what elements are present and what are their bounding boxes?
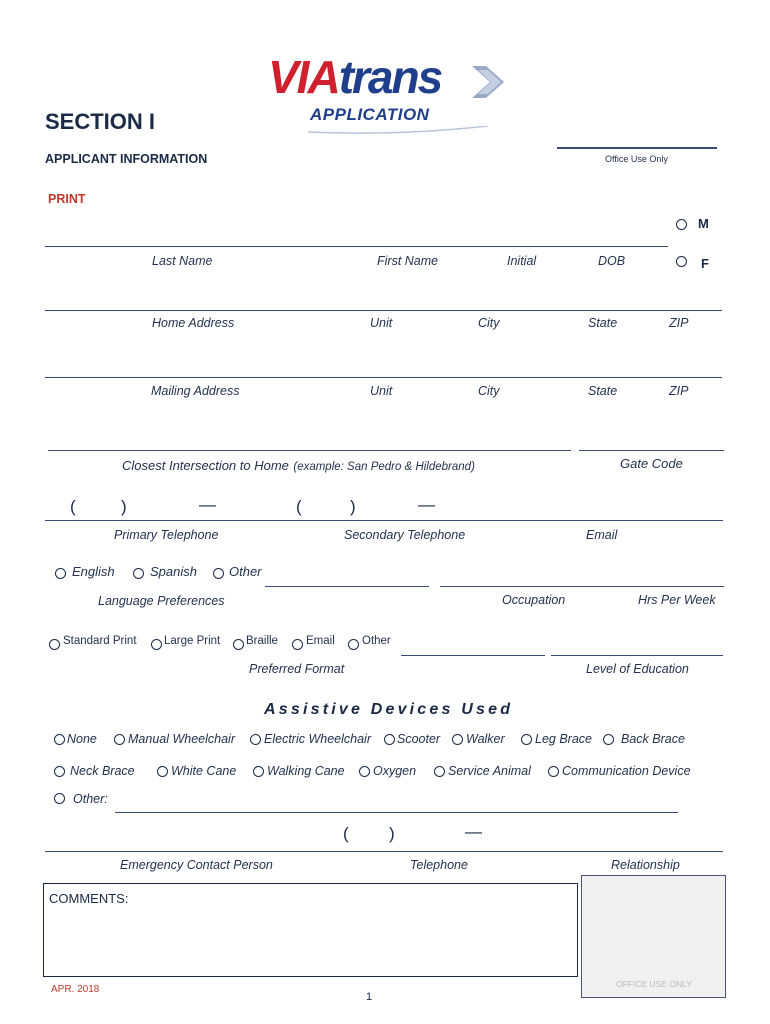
mailing-zip-label: ZIP [669, 384, 689, 398]
intersection-example: (example: San Pedro & Hildebrand) [293, 461, 475, 473]
device-walker-radio[interactable] [452, 734, 463, 745]
format-other-line[interactable] [401, 655, 545, 656]
device-electric-label: Electric Wheelchair [264, 732, 371, 746]
gate-code-line[interactable] [579, 450, 724, 451]
last-name-label: Last Name [152, 254, 213, 268]
page-number: 1 [366, 991, 373, 1003]
format-standard-label: Standard Print [63, 635, 137, 647]
gender-f-radio[interactable] [676, 256, 687, 267]
office-use-line [557, 147, 717, 149]
footer-date: APR. 2018 [51, 984, 100, 995]
secondary-telephone-label: Secondary Telephone [344, 528, 466, 542]
device-walking-radio[interactable] [253, 766, 264, 777]
devices-title: Assistive Devices Used [264, 701, 514, 718]
initial-label: Initial [507, 254, 537, 268]
gender-f-label: F [701, 256, 709, 271]
secondary-area-open: ( [296, 497, 302, 516]
format-email-radio[interactable] [292, 639, 303, 650]
logo-via: VIA [268, 51, 339, 103]
format-other-radio[interactable] [348, 639, 359, 650]
home-state-label: State [588, 316, 618, 330]
home-address-label: Home Address [152, 316, 235, 330]
mailing-city-label: City [478, 384, 500, 398]
occupation-label: Occupation [502, 593, 566, 607]
intersection-line[interactable] [48, 450, 571, 451]
device-oxygen-label: Oxygen [373, 764, 417, 778]
device-manual-label: Manual Wheelchair [128, 732, 235, 746]
emergency-area-open: ( [343, 824, 349, 843]
device-leg-radio[interactable] [521, 734, 532, 745]
primary-area-open: ( [70, 497, 76, 516]
gender-m-label: M [698, 216, 709, 231]
section-subtitle: APPLICANT INFORMATION [45, 152, 208, 166]
device-electric-radio[interactable] [250, 734, 261, 745]
comments-label: COMMENTS: [49, 891, 129, 906]
print-label: PRINT [48, 192, 86, 206]
format-large-radio[interactable] [151, 639, 162, 650]
home-city-label: City [478, 316, 500, 330]
format-standard-radio[interactable] [49, 639, 60, 650]
primary-area-close: ) [121, 497, 127, 516]
device-other-radio[interactable] [54, 793, 65, 804]
device-none-radio[interactable] [54, 734, 65, 745]
format-braille-radio[interactable] [233, 639, 244, 650]
device-scooter-label: Scooter [397, 732, 441, 746]
emergency-area-close: ) [389, 824, 395, 843]
emergency-person-label: Emergency Contact Person [120, 858, 273, 872]
dob-top-line [550, 246, 668, 247]
home-unit-label: Unit [370, 316, 393, 330]
intersection-label [122, 457, 475, 475]
preferred-format-label: Preferred Format [249, 662, 345, 676]
occupation-line[interactable] [440, 586, 724, 587]
hours-per-week-label: Hrs Per Week [638, 593, 716, 607]
device-manual-radio[interactable] [114, 734, 125, 745]
device-back-radio[interactable] [603, 734, 614, 745]
logo-trans: trans [338, 51, 442, 103]
chevron-arrow-icon [468, 62, 508, 102]
email-label: Email [586, 528, 618, 542]
format-braille-label: Braille [246, 635, 278, 647]
device-animal-radio[interactable] [434, 766, 445, 777]
mailing-state-label: State [588, 384, 618, 398]
emergency-telephone-label: Telephone [410, 858, 468, 872]
office-use-box [581, 875, 726, 998]
device-cane-radio[interactable] [157, 766, 168, 777]
office-use-box-label: OFFICE USE ONLY [616, 979, 692, 989]
comments-box[interactable] [43, 883, 578, 977]
format-large-label: Large Print [164, 635, 221, 647]
device-animal-label: Service Animal [448, 764, 531, 778]
education-line[interactable] [551, 655, 723, 656]
first-name-label: First Name [377, 254, 439, 268]
lang-other-label: Other [229, 564, 262, 579]
lang-english-label: English [72, 564, 115, 579]
format-other-label: Other [362, 635, 391, 647]
phones-line[interactable] [45, 520, 723, 521]
primary-dash: — [199, 495, 216, 514]
lang-spanish-label: Spanish [150, 564, 197, 579]
mailing-unit-label: Unit [370, 384, 393, 398]
gender-m-radio[interactable] [676, 219, 687, 230]
device-back-label: Back Brace [621, 732, 685, 746]
format-email-label: Email [306, 635, 335, 647]
device-leg-label: Leg Brace [535, 732, 592, 746]
lang-english-radio[interactable] [55, 568, 66, 579]
education-label: Level of Education [586, 662, 689, 676]
office-use-label: Office Use Only [605, 154, 668, 164]
device-cane-label: White Cane [171, 764, 237, 778]
section-title: SECTION I [45, 109, 156, 134]
device-walker-label: Walker [466, 732, 505, 746]
language-preferences-label: Language Preferences [98, 594, 225, 608]
device-none-label: None [67, 732, 97, 746]
emergency-line[interactable] [45, 851, 723, 852]
home-zip-label: ZIP [669, 316, 689, 330]
device-comm-label: Communication Device [562, 764, 691, 778]
mailing-address-line[interactable] [45, 377, 722, 378]
home-address-line[interactable] [45, 310, 722, 311]
device-other-line[interactable] [115, 812, 678, 813]
device-neck-label: Neck Brace [70, 764, 135, 778]
dob-label: DOB [598, 254, 626, 268]
device-walking-label: Walking Cane [267, 764, 345, 778]
secondary-area-close: ) [350, 497, 356, 516]
swoosh-icon [308, 126, 488, 136]
emergency-relationship-label: Relationship [611, 858, 680, 872]
lang-spanish-radio[interactable] [133, 568, 144, 579]
logo [268, 52, 518, 134]
logo-application: APPLICATION [310, 105, 430, 124]
device-scooter-radio[interactable] [384, 734, 395, 745]
device-comm-radio[interactable] [548, 766, 559, 777]
mailing-address-label: Mailing Address [151, 384, 240, 398]
emergency-dash: — [465, 822, 482, 841]
secondary-dash: — [418, 495, 435, 514]
device-neck-radio[interactable] [54, 766, 65, 777]
lang-other-line[interactable] [265, 586, 429, 587]
lang-other-radio[interactable] [213, 568, 224, 579]
device-other-label: Other: [73, 792, 108, 806]
primary-telephone-label: Primary Telephone [114, 528, 219, 542]
device-oxygen-radio[interactable] [359, 766, 370, 777]
gate-code-label: Gate Code [620, 456, 683, 471]
intersection-main-label: Closest Intersection to Home [122, 458, 289, 473]
